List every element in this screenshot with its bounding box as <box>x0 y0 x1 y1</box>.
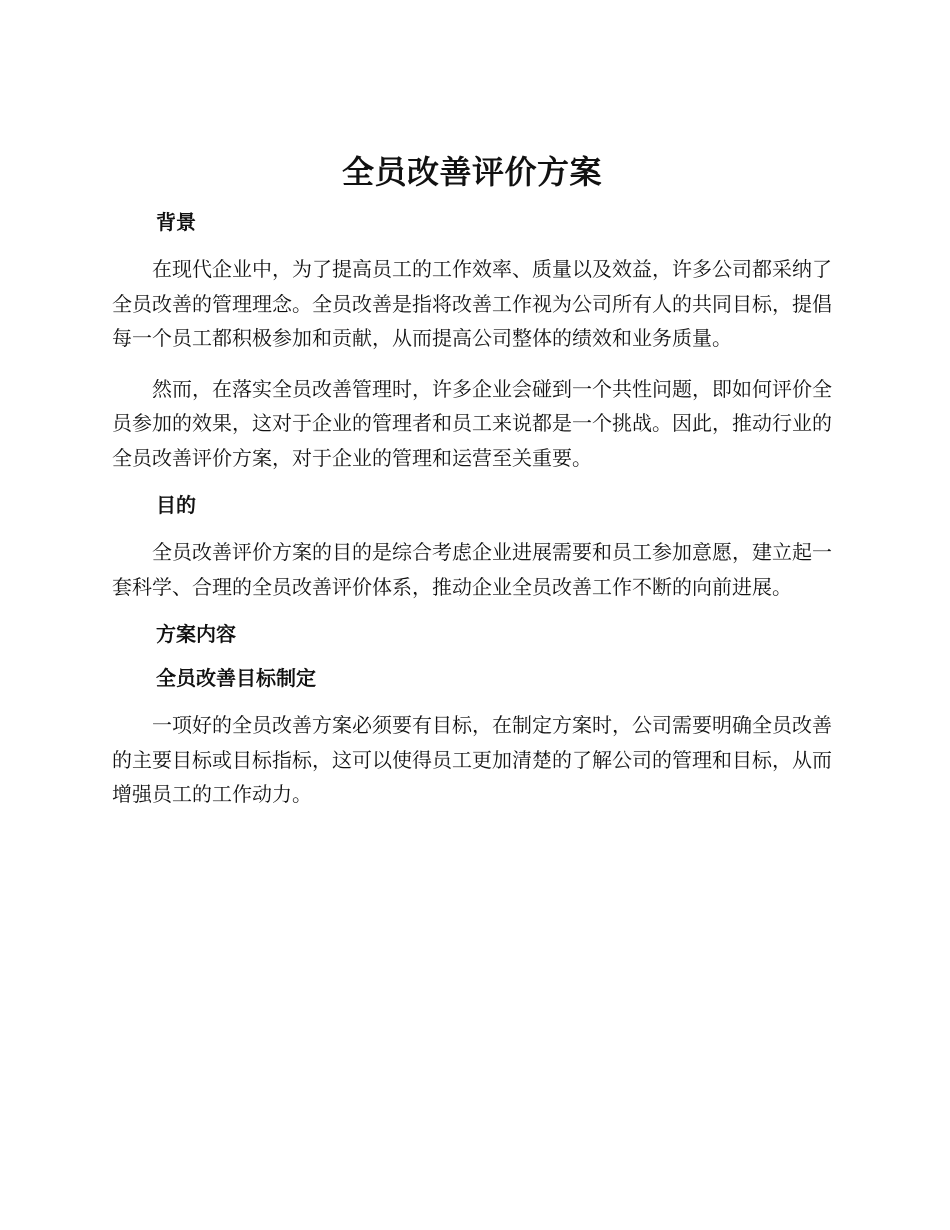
background-paragraph-1: 在现代企业中，为了提高员工的工作效率、质量以及效益，许多公司都采纳了全员改善的管理理念。全员改善是指将改善工作视为公司所有人的共同目标，提倡每一个员工都积极参加和贡献，从而提高公司整体的绩效和业务质量。 <box>112 257 832 350</box>
section-heading-purpose: 目的 <box>156 493 196 517</box>
section-heading-background: 背景 <box>156 210 196 234</box>
section-heading-goal-setting: 全员改善目标制定 <box>156 666 316 690</box>
document-title: 全员改善评价方案 <box>341 153 602 191</box>
section-heading-content: 方案内容 <box>156 622 236 646</box>
purpose-paragraph: 全员改善评价方案的目的是综合考虑企业进展需要和员工参加意愿，建立起一套科学、合理的全员改善评价体系，推动企业全员改善工作不断的向前进展。 <box>112 540 832 599</box>
background-paragraph-2: 然而，在落实全员改善管理时，许多企业会碰到一个共性问题，即如何评价全员参加的效果，这对于企业的管理者和员工来说都是一个挑战。因此，推动行业的全员改善评价方案，对于企业的管理和运营至关重要。 <box>112 376 832 470</box>
goal-setting-paragraph: 一项好的全员改善方案必须要有目标，在制定方案时，公司需要明确全员改善的主要目标或目标指标，这可以使得员工更加清楚的了解公司的管理和目标，从而增强员工的工作动力。 <box>112 713 832 806</box>
document-page <box>112 150 832 828</box>
